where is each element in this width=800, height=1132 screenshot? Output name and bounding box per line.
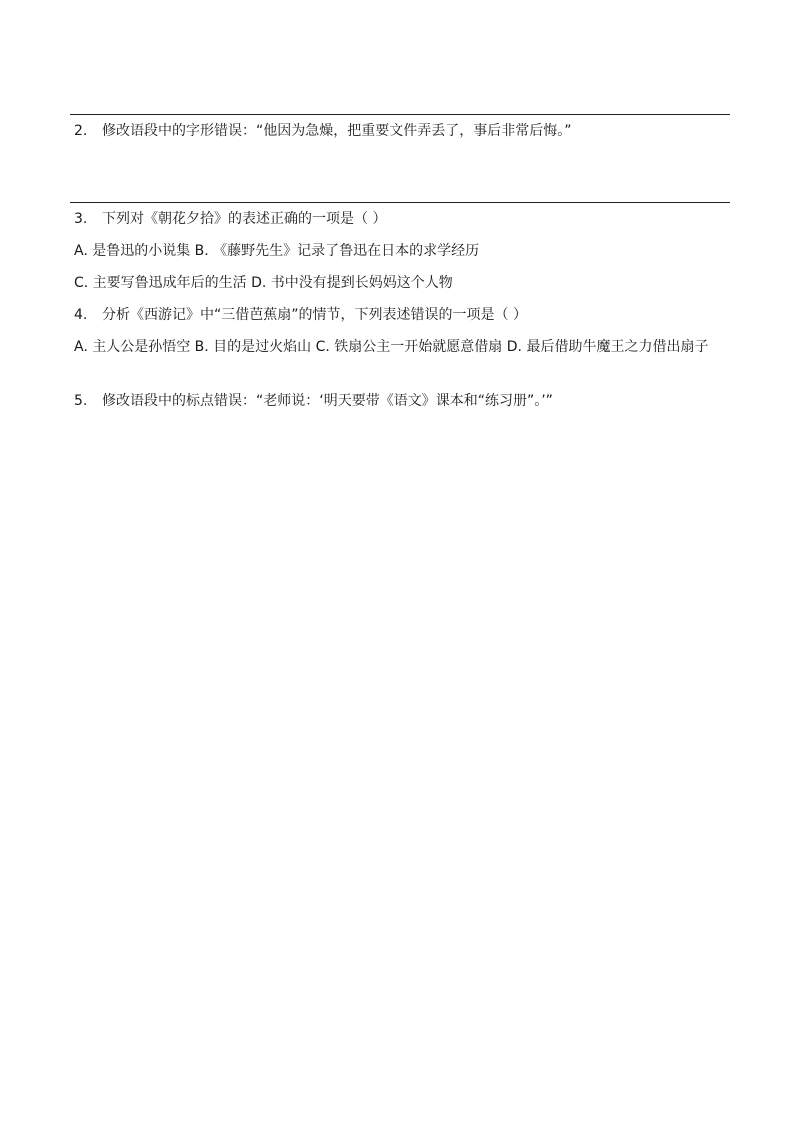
- question-5: [74, 390, 734, 412]
- answer-line-top: [70, 114, 730, 115]
- question-4-number: 4.: [74, 307, 88, 323]
- question-2-text: 修改语段中的字形错误：“他因为急燥，把重要文件弄丢了，事后非常后悔。”: [102, 123, 572, 139]
- question-3: [74, 208, 734, 230]
- question-3-number: 3.: [74, 211, 88, 227]
- question-5-number: 5.: [74, 393, 88, 409]
- question-2-number: 2.: [74, 123, 88, 139]
- answer-line-q2: [70, 202, 730, 203]
- question-3-options-cd: C. 主要写鲁迅成年后的生活 D. 书中没有提到长妈妈这个人物: [74, 275, 453, 291]
- question-2: [74, 120, 734, 142]
- question-3-options-ab: A. 是鲁迅的小说集 B. 《藤野先生》记录了鲁迅在日本的求学经历: [74, 243, 480, 259]
- question-5-text: 修改语段中的标点错误：“老师说：‘明天要带《语文》课本和“练习册”。’”: [102, 393, 553, 409]
- question-4-text: 分析《西游记》中“三借芭蕉扇”的情节，下列表述错误的一项是（ ）: [102, 307, 527, 323]
- question-4-options: A. 主人公是孙悟空 B. 目的是过火焰山 C. 铁扇公主一开始就愿意借扇 D. 最后借助牛魔王之力借出扇子: [74, 339, 709, 355]
- question-4: [74, 304, 734, 326]
- question-3-text: 下列对《朝花夕拾》的表述正确的一项是（ ）: [102, 211, 387, 227]
